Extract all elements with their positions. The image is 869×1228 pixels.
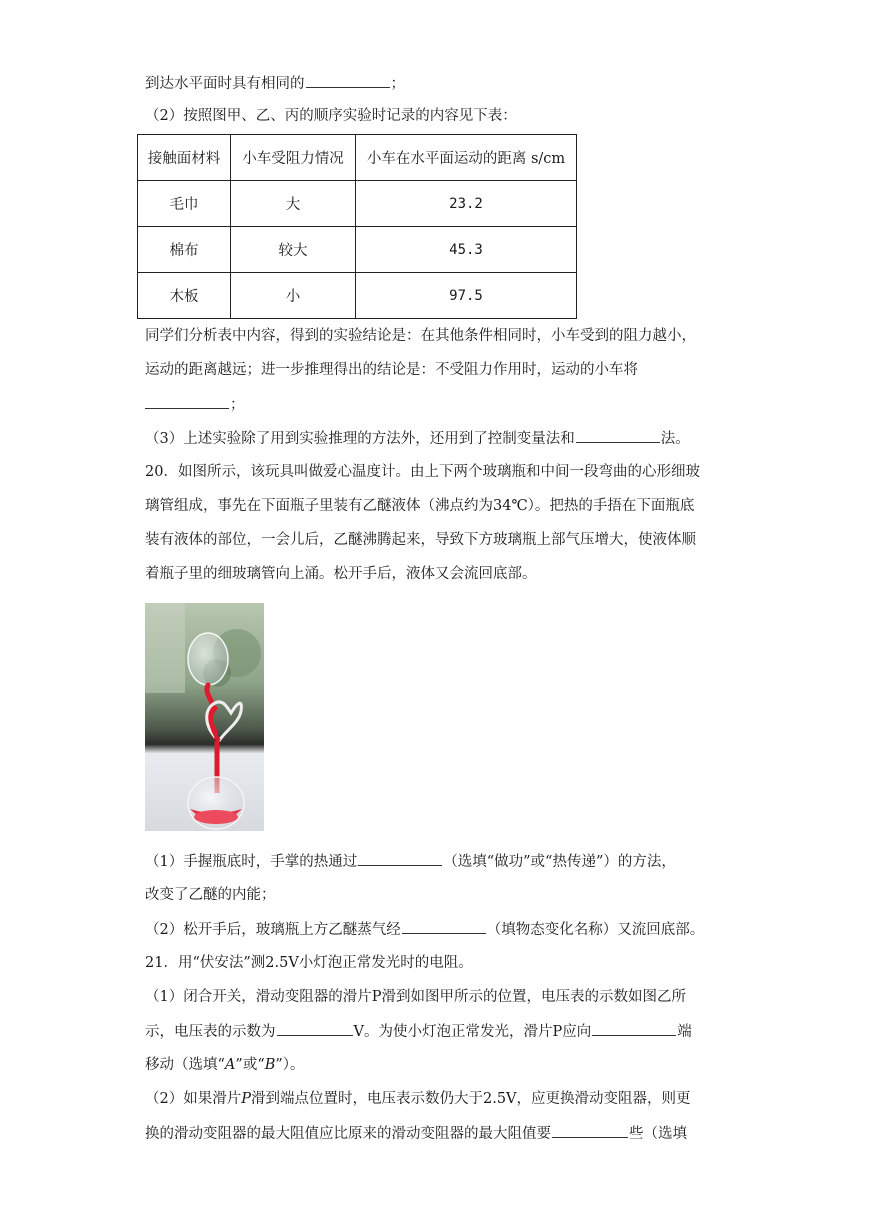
answer-blank[interactable] xyxy=(306,73,390,88)
table-header-cell: 小车在水平面运动的距离 s/cm xyxy=(356,135,577,181)
text-line: （2）如果滑片P滑到端点位置时，电压表示数仍大于2.5V，应更换滑动变阻器，则更 xyxy=(145,1091,691,1107)
text-line: 移动（选填“A”或“B”）。 xyxy=(145,1057,305,1073)
table-cell: 毛巾 xyxy=(138,181,231,227)
answer-blank[interactable] xyxy=(277,1021,353,1036)
table-cell: 大 xyxy=(231,181,356,227)
love-thermometer-photo xyxy=(145,603,264,831)
text-line: （2）松开手后，玻璃瓶上方乙醚蒸气经 （填物态变化名称）又流回底部。 xyxy=(145,919,704,940)
text-line: （2）按照图甲、乙、丙的顺序实验时记录的内容见下表： xyxy=(145,108,517,124)
text-line: 着瓶子里的细玻璃管向上涌。松开手后，液体又会流回底部。 xyxy=(145,566,537,582)
answer-blank[interactable] xyxy=(145,394,229,409)
table-row xyxy=(138,181,577,227)
text-line: 同学们分析表中内容，得到的实验结论是：在其他条件相同时，小车受到的阻力越小， xyxy=(145,328,696,344)
question-21-text: 21．用“伏安法”测2.5V小灯泡正常发光时的电阻。 xyxy=(145,955,473,971)
question-20-text: 20．如图所示，该玩具叫做爱心温度计。由上下两个玻璃瓶和中间一段弯曲的心形细玻 xyxy=(145,464,700,480)
table-cell: 较大 xyxy=(231,227,356,273)
answer-blank[interactable] xyxy=(576,428,660,443)
text-line: （1）闭合开关，滑动变阻器的滑片P滑到如图甲所示的位置，电压表的示数如图乙所 xyxy=(145,989,686,1005)
results-table xyxy=(137,134,577,319)
text-line: 改变了乙醚的内能； xyxy=(145,887,276,903)
text-line: 示，电压表的示数为 V。为使小灯泡正常发光，滑片P应向 端 xyxy=(145,1021,692,1042)
answer-blank[interactable] xyxy=(358,851,442,866)
table-header-cell: 小车受阻力情况 xyxy=(231,135,356,181)
text-line: ； xyxy=(145,394,245,415)
table-header-cell: 接触面材料 xyxy=(138,135,231,181)
answer-blank[interactable] xyxy=(592,1021,676,1036)
table-cell: 23.2 xyxy=(356,181,577,227)
table-cell: 木板 xyxy=(138,273,231,319)
text-line: （3）上述实验除了用到实验推理的方法外，还用到了控制变量法和 法。 xyxy=(145,428,690,449)
table-cell: 97.5 xyxy=(356,273,577,319)
answer-blank[interactable] xyxy=(552,1123,628,1138)
table-header-row xyxy=(138,135,577,181)
table-row xyxy=(138,273,577,319)
text-line: 换的滑动变阻器的最大阻值应比原来的滑动变阻器的最大阻值要 些（选填 xyxy=(145,1123,687,1144)
table-cell: 棉布 xyxy=(138,227,231,273)
answer-blank[interactable] xyxy=(402,919,486,934)
text-line: 装有液体的部位，一会儿后，乙醚沸腾起来，导致下方玻璃瓶上部气压增大，使液体顺 xyxy=(145,532,696,548)
text-line: 璃管组成，事先在下面瓶子里装有乙醚液体（沸点约为34℃）。把热的手捂在下面瓶底 xyxy=(145,498,695,514)
table-cell: 45.3 xyxy=(356,227,577,273)
text-line: 运动的距离越远；进一步推理得出的结论是：不受阻力作用时，运动的小车将 xyxy=(145,362,638,378)
text-line: 到达水平面时具有相同的 ； xyxy=(145,73,405,94)
table-cell: 小 xyxy=(231,273,356,319)
text-line: （1）手握瓶底时，手掌的热通过 （选填“做功”或“热传递”）的方法， xyxy=(145,851,676,872)
table-row xyxy=(138,227,577,273)
